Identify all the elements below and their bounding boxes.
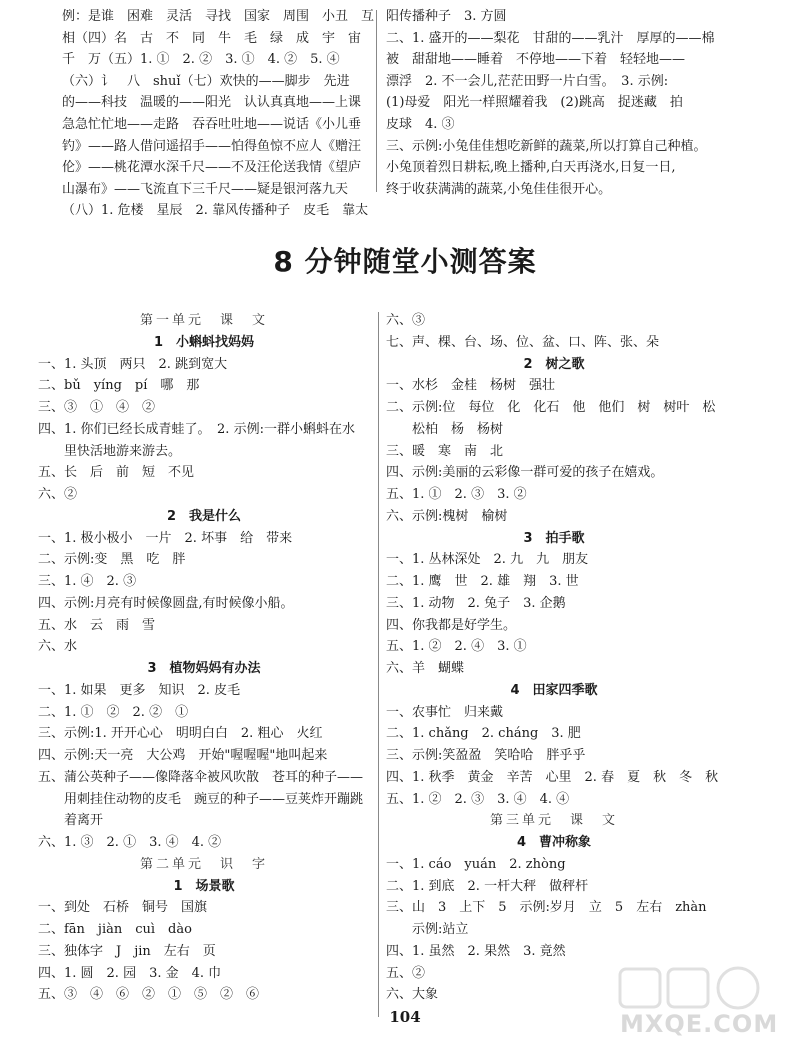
text-line: 伦》——桃花潭水深千尺——不及汪伦送我情《望庐 <box>62 160 362 176</box>
answer-line: 四、1. 圆 2. 园 3. 金 4. 巾 <box>38 965 222 981</box>
answer-line: 三、示例:笑盈盈 笑哈哈 胖乎乎 <box>386 748 586 763</box>
answer-line: 五、长 后 前 短 不见 <box>38 465 195 481</box>
answer-line: 五、② <box>386 965 426 981</box>
answer-line: 用刺挂住动物的皮毛 豌豆的种子——豆荚炸开蹦跳 <box>38 791 364 807</box>
answer-line: 二、示例:变 黑 吃 胖 <box>38 552 186 568</box>
answer-line: 五、③ ④ ⑥ ② ① ⑤ ② ⑥ <box>38 987 260 1003</box>
answer-line: 示例:站立 <box>386 922 469 937</box>
text-line: 的——科技 温暖的——阳光 认认真真地——上课 <box>62 95 362 111</box>
unit-heading: 第一单元 课 文 <box>139 313 268 328</box>
text-line: 皮球 4. ③ <box>386 116 455 132</box>
column-divider-top <box>376 10 377 192</box>
column-divider-bottom <box>378 312 379 1017</box>
text-line: 三、示例:小兔佳佳想吃新鲜的蔬菜,所以打算自己种植。 <box>386 138 707 154</box>
answer-line: 二、1. 到底 2. 一杆大秤 做秤杆 <box>386 878 589 894</box>
text-line: 山瀑布》——飞流直下三千尺——疑是银河落九天 <box>62 181 349 197</box>
text-line: 终于收获满满的蔬菜,小兔佳佳很开心。 <box>386 181 612 197</box>
answer-line: 四、1. 虽然 2. 果然 3. 竟然 <box>386 943 566 959</box>
answer-line: 四、你我都是好学生。 <box>386 617 517 633</box>
answer-line: 六、1. ③ 2. ① 3. ④ 4. ② <box>38 835 222 850</box>
answer-line: 二、fān jiàn cuì dào <box>38 922 192 937</box>
top-right-column <box>386 6 716 200</box>
answer-line: 二、1. ① ② 2. ② ① <box>38 704 189 720</box>
answer-line: 五、1. ① 2. ③ 3. ② <box>386 487 527 502</box>
bottom-right-column <box>386 310 722 1006</box>
text-line: 千 万（五）1. ① 2. ② 3. ① 4. ② 5. ④ <box>62 52 340 68</box>
text-line: 被 甜甜地——睡着 不停地——下着 轻轻地—— <box>386 52 686 68</box>
answer-line: 三、独体字 J jin 左右 页 <box>38 943 216 959</box>
lesson-heading: 2 我是什么 <box>166 508 242 524</box>
lesson-heading: 1 场景歌 <box>173 878 235 894</box>
answer-line: 四、示例:美丽的云彩像一群可爱的孩子在嬉戏。 <box>386 465 664 481</box>
text-line: (1)母爱 阳光一样照耀着我 (2)跳高 捉迷藏 拍 <box>386 95 683 111</box>
answer-line: 五、1. ② 2. ③ 3. ④ 4. ④ <box>386 791 570 807</box>
answer-line: 三、暖 寒 南 北 <box>386 443 504 459</box>
answer-line: 六、示例:槐树 榆树 <box>386 508 508 524</box>
text-line: 例：是谁 困难 灵活 寻找 国家 周围 小丑 互 <box>62 9 374 24</box>
answer-line: 三、③ ① ④ ② <box>38 400 156 415</box>
answer-line: 里快活地游来游去。 <box>38 443 182 459</box>
text-line: 钓》——路人借问遥招手——怕得鱼惊不应人《赠汪 <box>62 138 362 154</box>
answer-line: 五、蒲公英种子——像降落伞被风吹散 苍耳的种子—— <box>38 769 364 785</box>
page-title: 8 分钟随堂小测答案 <box>273 245 537 278</box>
answer-line: 松柏 杨 杨树 <box>386 421 504 437</box>
text-line: 急急忙忙地——走路 吞吞吐吐地——说话《小儿垂 <box>62 116 362 132</box>
text-line: 相（四）名 古 不 同 牛 毛 绿 成 宇 宙 <box>62 30 362 46</box>
lesson-heading: 3 植物妈妈有办法 <box>147 661 261 676</box>
unit-heading: 第二单元 识 字 <box>139 856 268 872</box>
bottom-left-column <box>38 310 370 1006</box>
answer-line: 二、1. chǎng 2. cháng 3. 肥 <box>386 726 581 742</box>
answer-line: 二、1. 鹰 世 2. 雄 翔 3. 世 <box>386 574 579 589</box>
answer-line: 一、到处 石桥 铜号 国旗 <box>38 900 208 916</box>
top-left-column <box>62 6 374 222</box>
answer-line: 一、1. 头顶 两只 2. 跳到宽大 <box>38 356 228 372</box>
answer-line: 四、1. 你们已经长成青蛙了。 2. 示例:一群小蝌蚪在水 <box>38 421 355 437</box>
text-line: （八）1. 危楼 星辰 2. 靠风传播种子 皮毛 靠太 <box>62 203 369 219</box>
text-line: 小兔顶着烈日耕耘,晚上播种,白天再浇水,日复一日, <box>386 160 676 176</box>
answer-line: 六、大象 <box>386 987 439 1003</box>
answer-line: 六、② <box>38 487 78 502</box>
answer-line: 一、水杉 金桂 杨树 强壮 <box>386 378 556 394</box>
answer-line: 四、示例:天一亮 大公鸡 开始"喔喔喔"地叫起来 <box>38 748 328 763</box>
lesson-heading: 2 树之歌 <box>523 356 585 372</box>
answer-line: 六、水 <box>38 639 78 655</box>
lesson-heading: 4 田家四季歌 <box>510 682 598 698</box>
answer-line: 七、声、棵、台、场、位、盆、口、阵、张、朵 <box>386 334 660 350</box>
answer-line: 四、示例:月亮有时候像圆盘,有时候像小船。 <box>38 595 294 611</box>
answer-line: 三、1. 动物 2. 兔子 3. 企鹅 <box>386 595 566 611</box>
text-line: 阳传播种子 3. 方圆 <box>386 9 507 24</box>
answer-line: 三、1. ④ 2. ③ <box>38 574 137 589</box>
text-line: （六）讠 八 shuǐ（七）欢快的——脚步 先进 <box>62 73 350 89</box>
lesson-heading: 1 小蝌蚪找妈妈 <box>153 334 255 350</box>
lesson-heading: 4 曹冲称象 <box>516 835 592 850</box>
answer-line: 一、1. 丛林深处 2. 九 九 朋友 <box>386 552 589 568</box>
page-number: 104 <box>389 1008 421 1026</box>
text-line: 漂浮 2. 不一会儿,茫茫田野一片白雪。 3. 示例: <box>386 73 669 89</box>
answer-line: 五、1. ② 2. ④ 3. ① <box>386 639 527 655</box>
answer-line: 六、羊 蝴蝶 <box>386 661 465 676</box>
answer-line: 一、农事忙 归来戴 <box>386 704 504 720</box>
answer-line: 三、山 3 上下 5 示例:岁月 立 5 左右 zhàn <box>386 900 707 916</box>
watermark-text: MXQE.COM <box>620 1010 779 1038</box>
unit-heading: 第三单元 课 文 <box>489 813 618 829</box>
answer-line: 一、1. 极小极小 一片 2. 坏事 给 带来 <box>38 530 293 546</box>
answer-line: 三、示例:1. 开开心心 明明白白 2. 粗心 火红 <box>38 726 323 742</box>
answer-line: 着离开 <box>38 813 104 829</box>
answer-line: 二、示例:位 每位 化 化石 他 他们 树 树叶 松 <box>386 400 716 415</box>
lesson-heading: 3 拍手歌 <box>523 530 585 546</box>
answer-line: 六、③ <box>386 313 426 328</box>
answer-line: 一、1. cáo yuán 2. zhòng <box>386 856 566 872</box>
answer-line: 五、水 云 雨 雪 <box>38 617 156 633</box>
text-line: 二、1. 盛开的——梨花 甘甜的——乳汁 厚厚的——棉 <box>386 30 715 46</box>
answer-line: 一、1. 如果 更多 知识 2. 皮毛 <box>38 682 241 698</box>
answer-line: 四、1. 秋季 黄金 辛苦 心里 2. 春 夏 秋 冬 秋 <box>386 769 719 785</box>
answer-line: 二、bǔ yíng pí 哪 那 <box>38 378 200 394</box>
